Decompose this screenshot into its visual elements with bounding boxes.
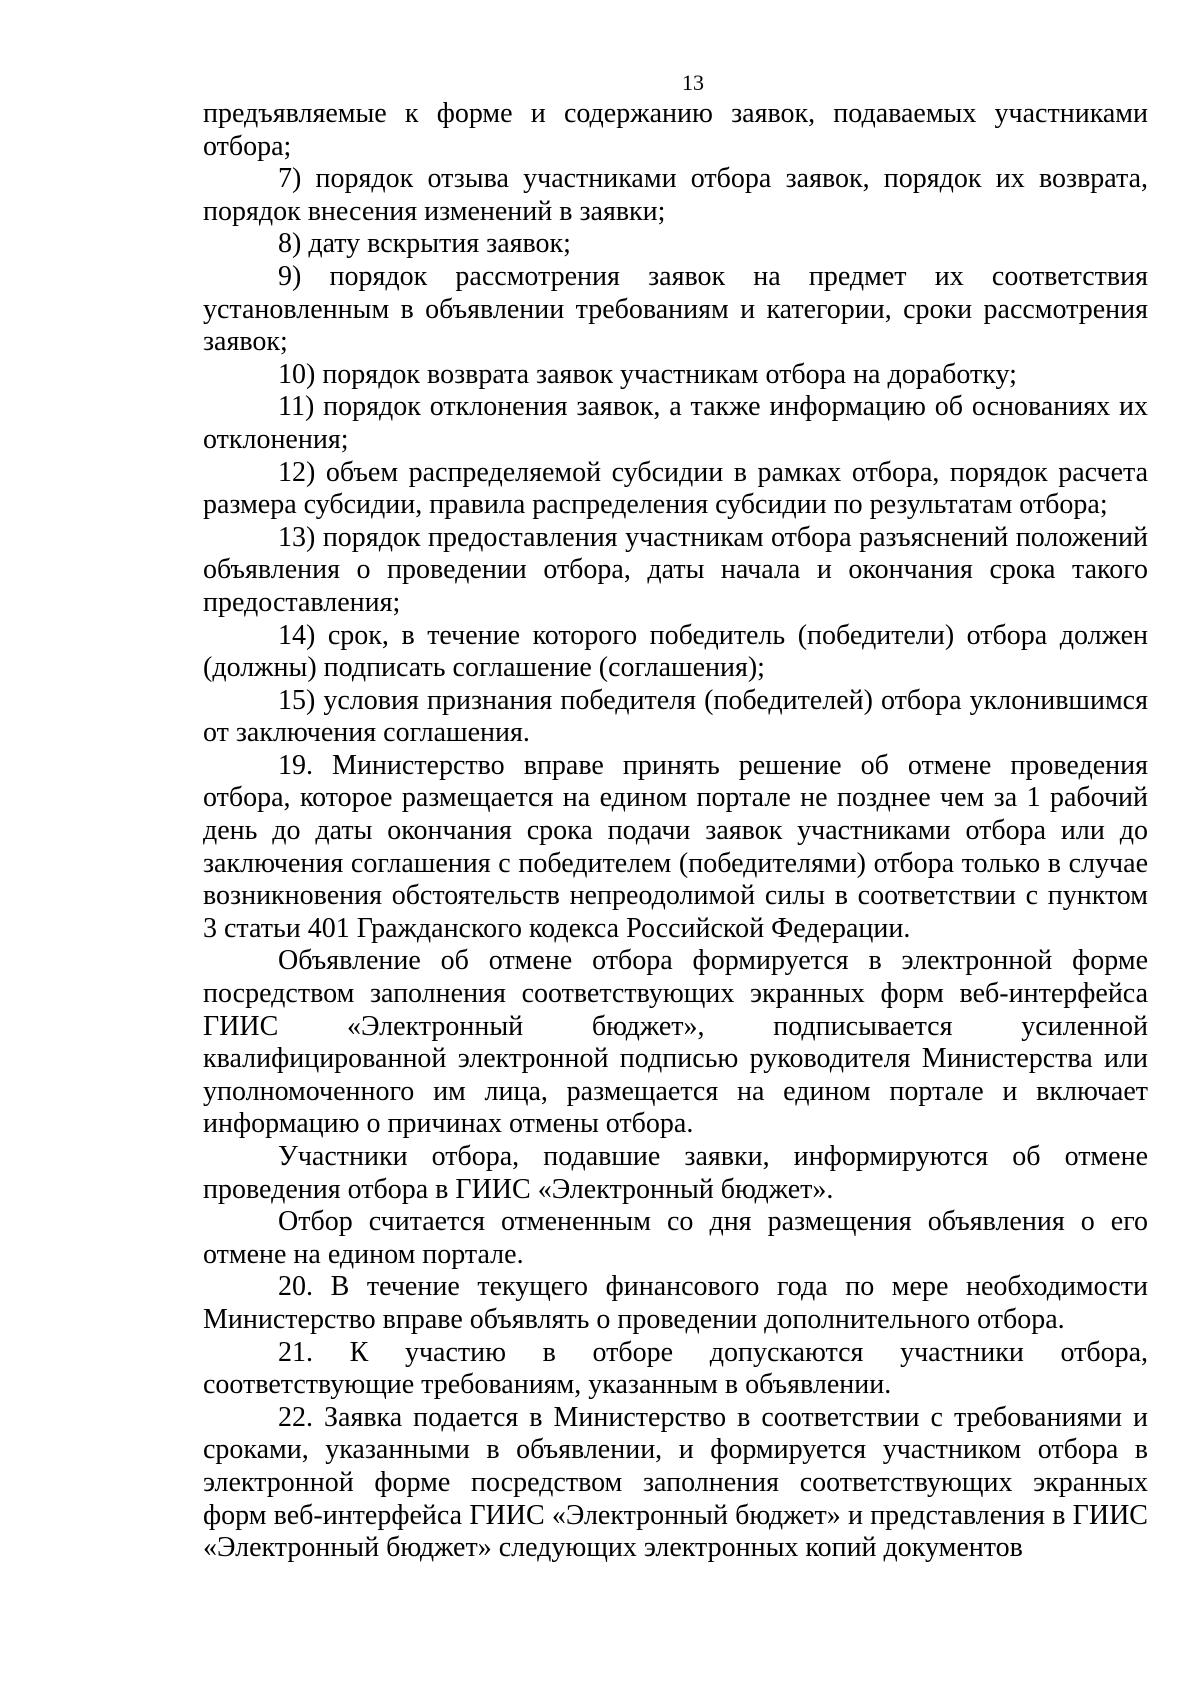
paragraph: 11) порядок отклонения заявок, а также информацию об основаниях их отклонения; bbox=[203, 391, 1148, 455]
document-body bbox=[203, 98, 1148, 1565]
paragraph: 8) дату вскрытия заявок; bbox=[278, 228, 571, 260]
paragraph: 10) порядок возврата заявок участникам отбора на доработку; bbox=[278, 358, 1017, 390]
paragraph: 21. К участию в отборе допускаются участники отбора, соответствующие требованиям, указанным в объявлении. bbox=[203, 1336, 1148, 1401]
paragraph: 22. Заявка подается в Министерство в соответствии с требованиями и сроками, указанными в объявлении, и формируется участником отбора в электронной форме посредством заполнения соответствующих экранных форм веб-интерфейса ГИИС «Электронный бюджет» и представления в ГИИС «Электронный бюджет» следующих электронных копий документов bbox=[203, 1401, 1148, 1564]
paragraph: предъявляемые к форме и содержанию заявок, подаваемых участниками отбора; bbox=[203, 98, 1148, 162]
paragraph: 15) условия признания победителя (победителей) отбора уклонившимся от заключения соглашения. bbox=[203, 684, 1148, 749]
paragraph: 13) порядок предоставления участникам отбора разъяснений положений объявления о проведении отбора, даты начала и окончания срока такого предоставления; bbox=[203, 521, 1148, 618]
paragraph: 9) порядок рассмотрения заявок на предмет их соответствия установленным в объявлении требованиям и категории, сроки рассмотрения заявок; bbox=[203, 260, 1148, 358]
paragraph: Объявление об отмене отбора формируется в электронной форме посредством заполнения соответствующих экранных форм веб-интерфейса ГИИС «Электронный бюджет», подписывается усиленной квалифицированной электронной подписью руководителя Министерства или уполномоченного им лица, размещается на едином портале и включает информацию о причинах отмены отбора. bbox=[203, 945, 1148, 1140]
paragraph: Участники отбора, подавшие заявки, информируются об отмене проведения отбора в ГИИС «Электронный бюджет». bbox=[203, 1141, 1148, 1205]
paragraph: 12) объем распределяемой субсидии в рамках отбора, порядок расчета размера субсидии, правила распределения субсидии по результатам отбора; bbox=[203, 456, 1148, 521]
paragraph: 20. В течение текущего финансового года по мере необходимости Министерство вправе объявлять о проведении дополнительного отбора. bbox=[203, 1271, 1148, 1335]
paragraph: 7) порядок отзыва участниками отбора заявок, порядок их возврата, порядок внесения изменений в заявки; bbox=[203, 163, 1148, 227]
paragraph: Отбор считается отмененным со дня размещения объявления о его отмене на едином портале. bbox=[203, 1206, 1148, 1270]
paragraph: 14) срок, в течение которого победитель (победители) отбора должен (должны) подписать соглашение (соглашения); bbox=[203, 619, 1148, 684]
page-number: 13 bbox=[682, 70, 704, 95]
paragraph: 19. Министерство вправе принять решение об отмене проведения отбора, которое размещается на едином портале не позднее чем за 1 рабочий день до даты окончания срока подачи заявок участниками отбора или до заключения соглашения с победителем (победителями) отбора только в случае возникновения обстоятельств непреодолимой силы в соответствии с пунктом 3 статьи 401 Гражданского кодекса Российской Федерации. bbox=[203, 749, 1148, 944]
